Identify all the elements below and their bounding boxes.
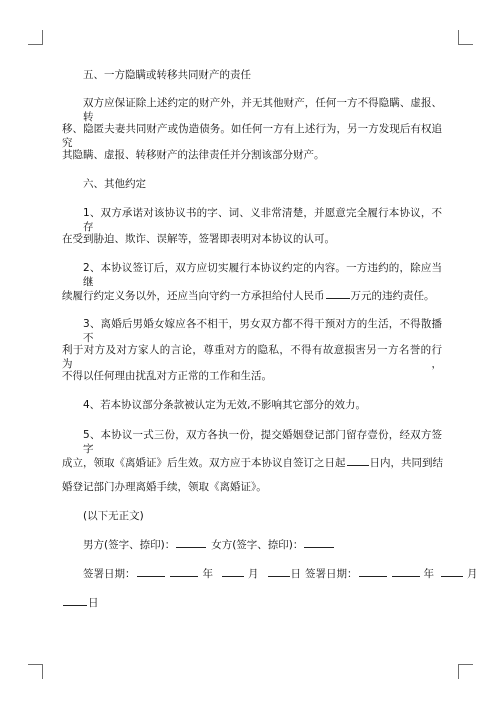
male-signature-field[interactable] bbox=[176, 536, 206, 548]
clause5-line: 5、本协议一式三份，双方各执一份，提交婚姻登记部门留存壹份，经双方签字 bbox=[83, 429, 442, 455]
day-unit: 日 bbox=[290, 568, 301, 580]
closing-note: (以下无正文) bbox=[83, 510, 144, 522]
date-label: 签署日期： bbox=[83, 568, 136, 580]
male-signature-label: 男方(签字、捺印)： bbox=[83, 539, 176, 551]
clause2-line: 2、本协议签订后，双方应切实履行本协议约定的内容。一方违约的，除应当继 bbox=[83, 262, 442, 288]
day-unit: 日 bbox=[88, 597, 99, 609]
days-blank bbox=[347, 454, 369, 466]
female-signature-field[interactable] bbox=[304, 536, 334, 548]
section5-paragraph-line: 其隐瞒、虚报、转移财产的法律责任并分割该部分财产。 bbox=[62, 149, 325, 161]
date-row-continued bbox=[62, 594, 99, 610]
clause5-text: 成立，领取《离婚证》后生效。双方应于本协议自签订之日起 bbox=[62, 457, 346, 469]
date-label: 签署日期： bbox=[305, 568, 358, 580]
clause5-line bbox=[62, 454, 443, 470]
clause2-line bbox=[62, 287, 435, 303]
signature-row bbox=[83, 536, 335, 552]
date-row bbox=[83, 565, 478, 581]
clause1-line: 1、双方承诺对该协议书的字、词、义非常清楚，并愿意完全履行本协议，不存 bbox=[83, 207, 442, 233]
section5-paragraph-line: 双方应保证除上述约定的财产外，并无其他财产，任何一方不得隐瞒、虚报、转 bbox=[83, 97, 442, 123]
crop-mark-top-right bbox=[458, 30, 473, 45]
section5-paragraph-line: 移、隐匿夫妻共同财产或伪造债务。如任何一方有上述行为，另一方发现后有权追究 bbox=[62, 123, 442, 149]
month-blank[interactable] bbox=[222, 565, 244, 577]
amount-blank bbox=[326, 287, 350, 299]
date-blank[interactable] bbox=[137, 565, 165, 577]
day-blank[interactable] bbox=[63, 594, 87, 606]
day-blank[interactable] bbox=[268, 565, 290, 577]
year-unit: 年 bbox=[202, 568, 213, 580]
year-blank[interactable] bbox=[170, 565, 198, 577]
clause2-text: 万元的违约责任。 bbox=[350, 290, 435, 302]
clause5-line: 婚登记部门办理离婚手续，领取《离婚证》。 bbox=[62, 481, 267, 493]
section5-heading: 五、一方隐瞒或转移共同财产的责任 bbox=[83, 69, 251, 81]
clause1-line: 在受到胁迫、欺诈、误解等，签署即表明对本协议的认可。 bbox=[62, 233, 335, 245]
crop-mark-top-left bbox=[28, 30, 43, 45]
year-blank[interactable] bbox=[392, 565, 420, 577]
crop-mark-bottom-right bbox=[458, 664, 473, 679]
month-blank[interactable] bbox=[441, 565, 463, 577]
month-unit: 月 bbox=[248, 568, 259, 580]
month-unit: 月 bbox=[467, 568, 478, 580]
clause4-line: 4、若本协议部分条款被认定为无效,不影响其它部分的效力。 bbox=[83, 399, 367, 411]
section6-heading: 六、其他约定 bbox=[83, 178, 146, 190]
clause3-line: 3、离婚后男婚女嫁应各不相干，男女双方都不得干预对方的生活，不得散播不 bbox=[83, 318, 442, 344]
clause5-text: 日内，共同到结 bbox=[369, 457, 443, 469]
date-blank[interactable] bbox=[359, 565, 387, 577]
clause3-line: 不得以任何理由扰乱对方正常的工作和生活。 bbox=[62, 370, 272, 382]
clause2-text: 续履行约定义务以外，还应当向守约一方承担给付人民币 bbox=[62, 290, 325, 302]
clause3-line: 利于对方及对方家人的言论，尊重对方的隐私，不得有故意损害另一方名誉的行为， bbox=[62, 344, 442, 370]
female-signature-label: 女方(签字、捺印)： bbox=[211, 539, 304, 551]
crop-mark-bottom-left bbox=[28, 664, 43, 679]
year-unit: 年 bbox=[423, 568, 434, 580]
